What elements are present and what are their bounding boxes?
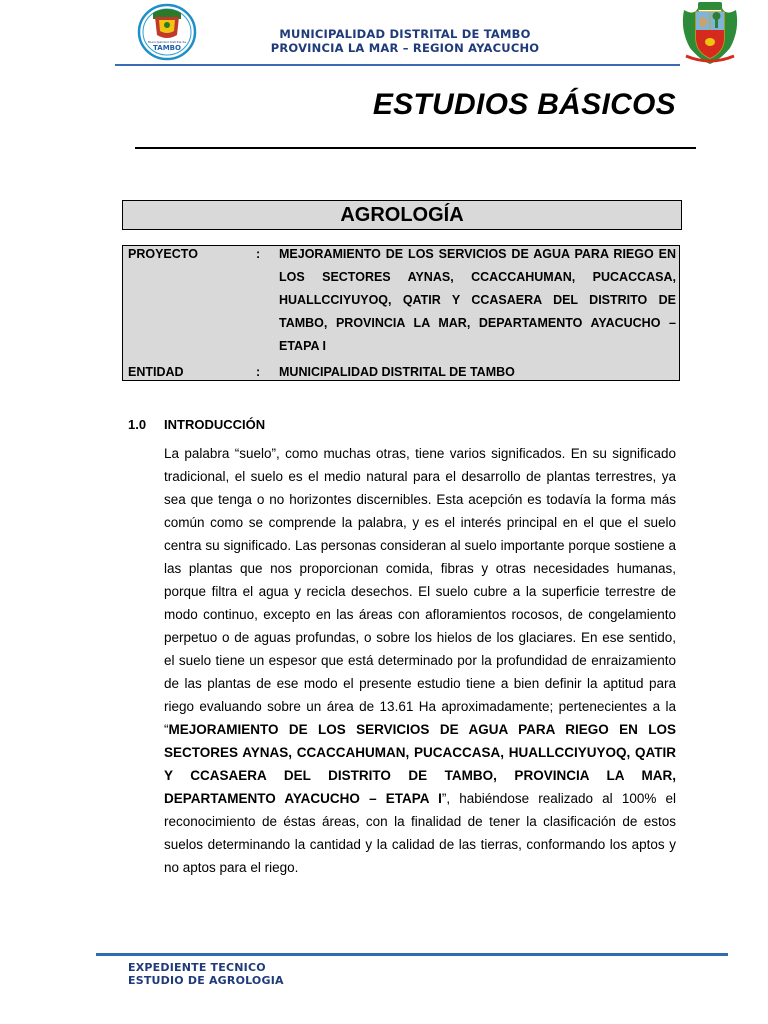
- page-header: [0, 0, 768, 70]
- page-footer: [128, 962, 284, 987]
- section-title: INTRODUCCIÓN: [164, 417, 266, 432]
- project-value: MEJORAMIENTO DE LOS SERVICIOS DE AGUA PARA RIEGO EN LOS SECTORES AYNAS, CCACCAHUMAN, PUCACCASA, HUALLCCIYUYOQ, QATIR Y CCASAERA DEL DISTRITO DE TAMBO, PROVINCIA LA MAR, DEPARTAMENTO AYACUCHO – ETAPA I: [279, 247, 676, 353]
- section-heading-box: [122, 200, 682, 230]
- header-line-2: PROVINCIA LA MAR – REGION AYACUCHO: [270, 41, 540, 55]
- project-label: PROYECTO: [128, 247, 198, 261]
- section-number: 1.0: [128, 417, 147, 432]
- intro-bold-project: MEJORAMIENTO DE LOS SERVICIOS DE AGUA PARA RIEGO EN LOS SECTORES AYNAS, CCACCAHUMAN, PUCACCASA, HUALLCCIYUYOQ, QATIR Y CCASAERA DEL DISTRITO DE TAMBO, PROVINCIA LA MAR, DEPARTAMENTO AYACUCHO – ETAPA I: [164, 722, 676, 806]
- project-colon: :: [256, 247, 261, 261]
- intro-paragraph: [164, 442, 676, 879]
- section-heading: AGROLOGÍA: [340, 204, 464, 226]
- intro-text-part-2: ”, habiéndose realizado al 100% el reconocimiento de éstas áreas, con la finalidad de tener la clasificación de estos suelos determinando la cantidad y la calidad de las tierras, conformando los aptos y no aptos para el riego.: [164, 791, 676, 875]
- header-line-1: MUNICIPALIDAD DISTRITAL DE TAMBO: [279, 27, 531, 41]
- title-underline: [135, 147, 696, 149]
- municipality-logo-icon: [137, 3, 197, 61]
- header-title: [200, 27, 610, 55]
- entity-label: ENTIDAD: [128, 365, 184, 379]
- peru-coat-of-arms-icon: [676, 0, 744, 68]
- document-title: ESTUDIOS BÁSICOS: [372, 88, 676, 121]
- header-divider: [115, 64, 680, 66]
- intro-text-part-1: La palabra “suelo”, como muchas otras, tiene varios significados. En su significado tradicional, el suelo es el medio natural para el desarrollo de plantas terrestres, ya sea que tenga o no horizontes discernibles. Esta acepción es todavía la forma más común como se comprende la palabra, y es el interés principal en el que el suelo centra su significado. Las personas consideran al suelo importante porque sostiene a las plantas que nos proporcionan comida, fibras y otras necesidades humanas, porque filtra el agua y recicla desechos. El suelo cubre a la superficie terrestre de modo continuo, excepto en las áreas con afloramientos rocosos, de congelamiento perpetuo o de aguas profundas, o sobre los hielos de los glaciares. En ese sentido, el suelo tiene un espesor que está determinado por la profundidad de enraizamiento de las plantas de ese modo el presente estudio tiene a bien definir la aptitud para riego evaluando sobre un área de 13.61 Ha aproximadamente; pertenecientes a la “: [164, 446, 676, 737]
- footer-line-2: ESTUDIO DE AGROLOGIA: [128, 973, 284, 987]
- entity-colon: :: [256, 365, 261, 379]
- footer-line-1: EXPEDIENTE TECNICO: [128, 961, 266, 974]
- footer-divider: [96, 953, 728, 956]
- logo-text: TAMBO: [153, 44, 181, 52]
- entity-value: MUNICIPALIDAD DISTRITAL DE TAMBO: [279, 365, 515, 379]
- project-info-table: [122, 245, 680, 381]
- logo-caption: Municipalidad Distrital de: [147, 40, 187, 44]
